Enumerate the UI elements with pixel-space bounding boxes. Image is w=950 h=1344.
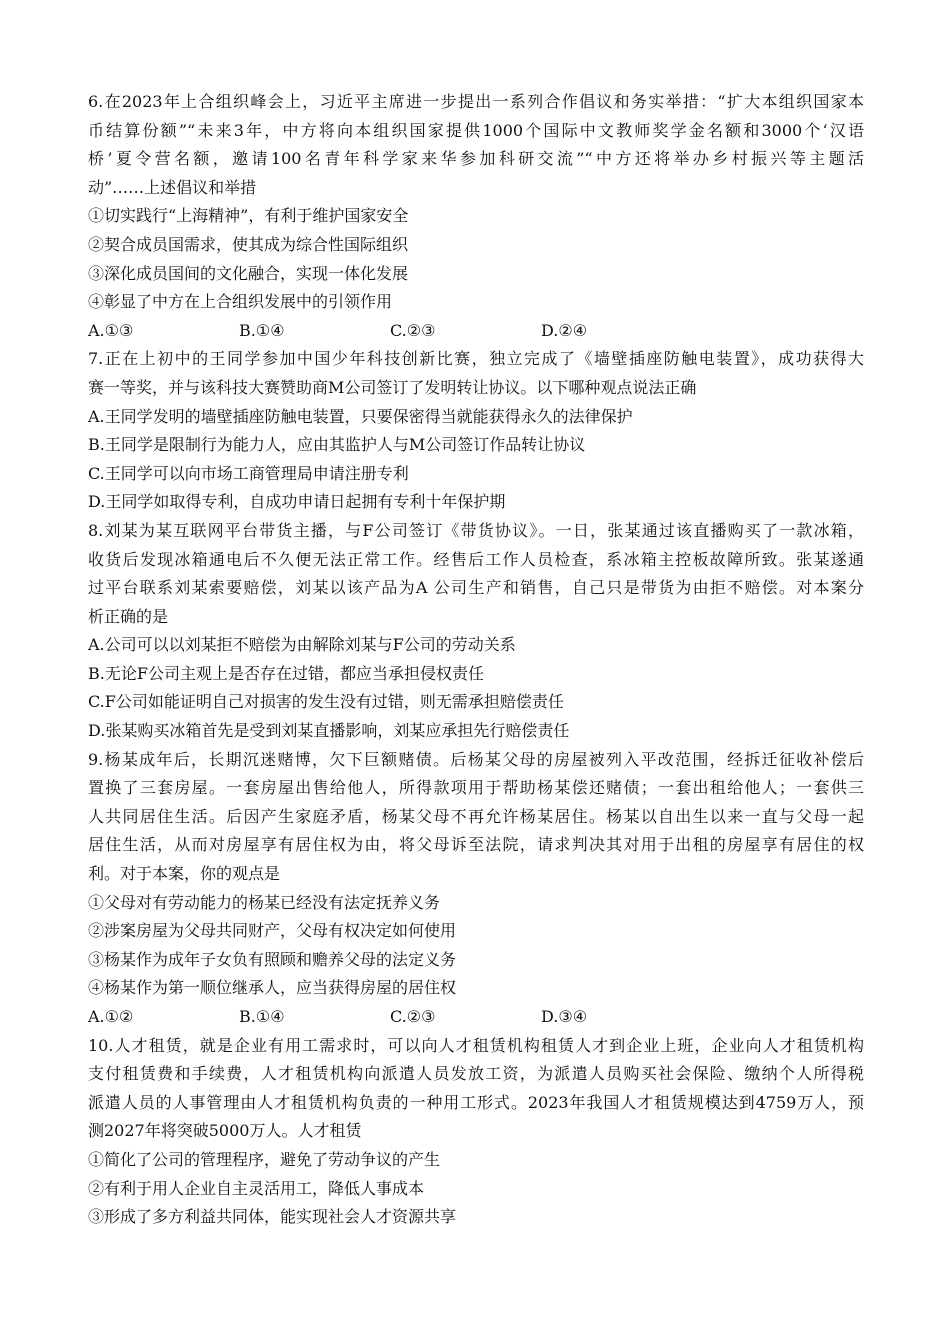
question-9-stem-line-1: 9.杨某成年后，长期沉迷赌博，欠下巨额赌债。后杨某父母的房屋被列入平改范围，经拆迁征收补偿后 [88, 749, 864, 769]
question-10-item-3: ③形成了多方利益共同体，能实现社会人才资源共享 [88, 1207, 457, 1227]
question-9-stem-line-2: 置换了三套房屋。一套房屋出售给他人，所得款项用于帮助杨某偿还赌债；一套出租给他人；一套供三 [88, 778, 864, 798]
question-10 [88, 1032, 864, 1232]
question-6-stem-line-4: 动”……上述倡议和举措 [88, 177, 257, 197]
question-8-option-b: B.无论F公司主观上是否存在过错，都应当承担侵权责任 [88, 663, 484, 683]
question-9-choice-d: D.③④ [541, 1007, 588, 1026]
question-6-stem-line-3: 桥’夏令营名额，邀请100名青年科学家来华参加科研交流”“中方还将举办乡村振兴等主题活 [88, 149, 864, 169]
question-6-choice-a: A.①③ [88, 320, 134, 340]
question-9-choice-a: A.①② [88, 1007, 134, 1026]
question-7-option-c: C.王同学可以向市场工商管理局申请注册专利 [88, 463, 409, 483]
question-6-item-4: ④彰显了中方在上合组织发展中的引领作用 [88, 292, 393, 312]
question-9-item-1: ①父母对有劳动能力的杨某已经没有法定抚养义务 [88, 892, 441, 912]
question-6-item-3: ③深化成员国间的文化融合，实现一体化发展 [88, 263, 409, 283]
question-9-stem-line-3: 人共同居住生活。后因产生家庭矛盾，杨某父母不再允许杨某居住。杨某以自出生以来一直与父母一起 [88, 806, 864, 826]
question-10-stem-line-1: 10.人才租赁，就是企业有用工需求时，可以向人才租赁机构租赁人才到企业上班，企业向人才租赁机构 [88, 1035, 864, 1055]
question-6-choice-d: D.②④ [541, 320, 588, 340]
question-6-choices [88, 317, 864, 346]
question-7-option-d: D.王同学如取得专利，自成功申请日起拥有专利十年保护期 [88, 492, 506, 512]
question-8-stem-line-2: 收货后发现冰箱通电后不久便无法正常工作。经售后工作人员检查，系冰箱主控板故障所致。张某遂通 [88, 549, 864, 569]
question-8-option-c: C.F公司如能证明自己对损害的发生没有过错，则无需承担赔偿责任 [88, 692, 564, 712]
question-9-stem-line-4: 居住生活，从而对房屋享有居住权为由，将父母诉至法院，请求判决其对用于出租的房屋享有居住的权 [88, 835, 864, 855]
question-6-stem-line-2: 币结算份额”“未来3年，中方将向本组织国家提供1000个国际中文教师奖学金名额和3000个‘汉语 [88, 120, 864, 140]
question-9-stem-line-5: 利。对于本案，你的观点是 [88, 864, 281, 884]
exam-page [88, 88, 864, 1232]
question-8 [88, 517, 864, 746]
question-6 [88, 88, 864, 345]
question-10-item-2: ②有利于用人企业自主灵活用工，降低人事成本 [88, 1178, 425, 1198]
question-10-stem-line-3: 派遣人员的人事管理由人才租赁机构负责的一种用工形式。2023年我国人才租赁规模达到4759万人，预 [88, 1092, 864, 1112]
question-6-stem-line-1: 6.在2023年上合组织峰会上，习近平主席进一步提出一系列合作倡议和务实举措：“扩大本组织国家本 [88, 92, 864, 111]
question-7-option-a: A.王同学发明的墙壁插座防触电装置，只要保密得当就能获得永久的法律保护 [88, 406, 633, 426]
question-6-item-1: ①切实践行“上海精神”，有利于维护国家安全 [88, 206, 409, 226]
question-9-choices [88, 1003, 864, 1032]
question-8-option-d: D.张某购买冰箱首先是受到刘某直播影响，刘某应承担先行赔偿责任 [88, 721, 570, 741]
question-9-item-2: ②涉案房屋为父母共同财产，父母有权决定如何使用 [88, 921, 457, 941]
question-7-option-b: B.王同学是限制行为能力人，应由其监护人与M公司签订作品转让协议 [88, 435, 586, 455]
question-9-choice-c: C.②③ [390, 1007, 436, 1026]
question-8-stem-line-3: 过平台联系刘某索要赔偿，刘某以该产品为A 公司生产和销售，自己只是带货为由拒不赔偿。对本案分 [88, 578, 864, 598]
question-6-choice-c: C.②③ [390, 320, 436, 340]
question-8-option-a: A.公司可以以刘某拒不赔偿为由解除刘某与F公司的劳动关系 [88, 635, 516, 655]
question-10-stem-line-2: 支付租赁费和手续费，人才租赁机构向派遣人员发放工资，为派遣人员购买社会保险、缴纳个人所得税 [88, 1064, 864, 1084]
question-6-choice-b: B.①④ [239, 320, 285, 340]
question-9-item-3: ③杨某作为成年子女负有照顾和赡养父母的法定义务 [88, 949, 457, 969]
question-10-item-1: ①简化了公司的管理程序，避免了劳动争议的产生 [88, 1149, 441, 1169]
question-6-item-2: ②契合成员国需求，使其成为综合性国际组织 [88, 234, 409, 254]
question-7 [88, 345, 864, 517]
question-9 [88, 746, 864, 1032]
question-8-stem-line-1: 8.刘某为某互联网平台带货主播，与F公司签订《带货协议》。一日，张某通过该直播购买了一款冰箱， [88, 520, 864, 540]
question-8-stem-line-4: 析正确的是 [88, 606, 169, 626]
question-10-stem-line-4: 测2027年将突破5000万人。人才租赁 [88, 1121, 362, 1141]
question-7-stem-line-1: 7.正在上初中的王同学参加中国少年科技创新比赛，独立完成了《墙壁插座防触电装置》，成功获得大 [88, 349, 864, 369]
question-9-choice-b: B.①④ [239, 1007, 285, 1026]
question-7-stem-line-2: 赛一等奖，并与该科技大赛赞助商M公司签订了发明转让协议。以下哪种观点说法正确 [88, 377, 697, 397]
question-9-item-4: ④杨某作为第一顺位继承人，应当获得房屋的居住权 [88, 978, 457, 998]
